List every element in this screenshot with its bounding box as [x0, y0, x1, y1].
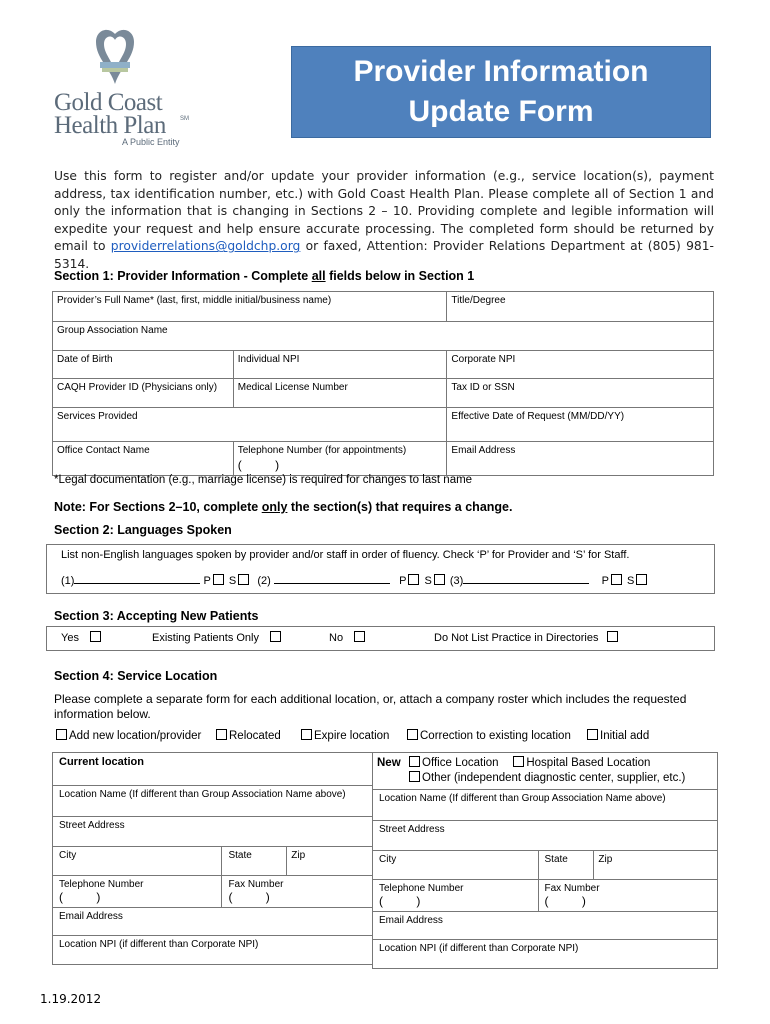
new-email[interactable]: Email Address [373, 912, 718, 940]
office-location-checkbox[interactable] [409, 756, 420, 767]
section1-heading [54, 269, 474, 283]
new-zip[interactable]: Zip [594, 851, 718, 880]
do-not-list-label: Do Not List Practice in Directories [434, 632, 599, 644]
hospital-based-checkbox[interactable] [513, 756, 524, 767]
opt-initial-add [585, 729, 649, 742]
new-telephone-label: Telephone Number [379, 883, 464, 894]
language-2-p-checkbox[interactable] [408, 574, 419, 585]
section2-heading: Section 2: Languages Spoken [54, 523, 232, 537]
section4-instruction: Please complete a separate form for each additional location, or, attach a company roster which includes the requested information below. [54, 692, 687, 721]
current-street-address[interactable]: Street Address [53, 817, 373, 847]
telephone-area-code-parens: ( ) [237, 458, 280, 472]
language-1-field[interactable] [74, 573, 200, 584]
field-services-provided[interactable]: Services Provided [53, 408, 447, 442]
new-street-address[interactable]: Street Address [373, 821, 718, 851]
field-effective-date[interactable]: Effective Date of Request (MM/DD/YY) [447, 408, 714, 442]
field-title-degree[interactable]: Title/Degree [447, 292, 714, 322]
logo-tagline: A Public Entity [122, 137, 180, 147]
current-city[interactable]: City [53, 847, 222, 876]
new-state[interactable]: State [538, 851, 594, 880]
logo-name-line1: Gold Coast [54, 89, 163, 116]
logo-name-line2: Health Plan [54, 112, 166, 139]
section4-heading: Section 4: Service Location [54, 669, 218, 683]
intro-paragraph [54, 168, 714, 274]
opt-expire-checkbox[interactable] [301, 729, 312, 740]
new-fax[interactable] [538, 880, 717, 912]
language-row [61, 573, 649, 587]
accepting-no-checkbox[interactable] [354, 631, 365, 642]
language-2-field[interactable] [274, 573, 390, 584]
accepting-yes-checkbox[interactable] [90, 631, 101, 642]
current-location-table [52, 752, 373, 965]
opt-correction [405, 729, 571, 742]
gold-coast-logo-mark [90, 24, 140, 88]
current-location-npi[interactable]: Location NPI (if different than Corporate NPI) [53, 936, 373, 965]
new-location-npi[interactable]: Location NPI (if different than Corporate NPI) [373, 940, 718, 969]
accepting-yes-label: Yes [61, 632, 79, 644]
revision-date: 1.19.2012 [40, 992, 102, 1006]
accepting-no [329, 631, 367, 644]
new-telephone-parens: ( ) [379, 894, 421, 908]
legal-documentation-note: *Legal documentation (e.g., marriage license) is required for changes to last name [54, 474, 473, 486]
opt-expire-label: Expire location [314, 730, 390, 742]
language-1-s-label: S [228, 575, 237, 587]
opt-correction-checkbox[interactable] [407, 729, 418, 740]
language-1-p-label: P [203, 575, 211, 587]
language-3-s-label: S [626, 575, 635, 587]
form-title-line1: Provider Information [353, 55, 649, 88]
field-group-association-name[interactable]: Group Association Name [53, 322, 714, 351]
office-location-label: Office Location [422, 757, 499, 769]
section1-heading-pre: Section 1: Provider Information - Complete [54, 269, 312, 283]
accepting-no-label: No [329, 632, 344, 644]
telephone-label: Telephone Number (for appointments) [237, 445, 407, 456]
section1-heading-post: fields below in Section 1 [325, 269, 475, 283]
new-city[interactable]: City [373, 851, 539, 880]
form-title [291, 46, 711, 138]
sections-note [54, 500, 512, 514]
note-post: the section(s) that requires a change. [287, 500, 513, 514]
section1-table [52, 291, 714, 476]
current-fax-parens: ( ) [228, 890, 270, 904]
note-only: only [261, 500, 288, 514]
opt-add-new [54, 729, 201, 742]
field-office-contact-name[interactable]: Office Contact Name [53, 442, 234, 476]
section2-instruction: List non-English languages spoken by provider and/or staff in order of fluency. Check ‘P’ for Provider and ‘S’ for Staff. [61, 549, 630, 561]
language-1-p-checkbox[interactable] [213, 574, 224, 585]
opt-add-new-checkbox[interactable] [56, 729, 67, 740]
other-label: Other (independent diagnostic center, supplier, etc.) [422, 772, 686, 784]
new-location-table [372, 752, 718, 969]
new-label: New [377, 757, 401, 769]
language-2-p-label: P [399, 575, 407, 587]
language-2-s-checkbox[interactable] [434, 574, 445, 585]
field-tax-id[interactable]: Tax ID or SSN [447, 379, 714, 408]
new-location-type [373, 753, 718, 790]
current-telephone-parens: ( ) [59, 890, 101, 904]
do-not-list-checkbox[interactable] [607, 631, 618, 642]
current-state[interactable]: State [222, 847, 287, 876]
opt-expire [299, 729, 389, 742]
current-telephone-label: Telephone Number [59, 879, 144, 890]
do-not-list [434, 631, 620, 644]
section3-heading: Section 3: Accepting New Patients [54, 609, 259, 623]
new-telephone[interactable] [373, 880, 539, 912]
opt-relocated-label: Relocated [229, 730, 281, 742]
opt-relocated [214, 729, 281, 742]
field-date-of-birth[interactable]: Date of Birth [53, 351, 234, 379]
opt-initial-add-label: Initial add [600, 730, 650, 742]
language-3-field[interactable] [463, 573, 589, 584]
field-individual-npi[interactable]: Individual NPI [233, 351, 447, 379]
intro-text: Use this form to register and/or update your provider information (e.g., service location(s), payment address, tax identification number, etc.) with Gold Coast Health Plan. Please complete all of Section 1 and only the information that is changing in Sections 2 – 10. Providing complete and legible information will expedite your request and help ensure accurate processing. The completed form should be returned by email to [54, 169, 714, 254]
opt-correction-label: Correction to existing location [420, 730, 571, 742]
form-title-line2: Update Form [408, 95, 594, 128]
language-2-label: (2) [257, 575, 271, 587]
current-location-heading: Current location [53, 753, 373, 786]
accepting-existing [152, 631, 283, 644]
accepting-yes [61, 631, 103, 644]
current-email[interactable]: Email Address [53, 908, 373, 936]
field-provider-full-name[interactable]: Provider’s Full Name* (last, first, middle initial/business name) [53, 292, 447, 322]
intro-text-fax: or faxed, Attention: Provider Relations Department at (805) 981-5314. [54, 239, 714, 271]
language-3-p-checkbox[interactable] [611, 574, 622, 585]
field-medical-license[interactable]: Medical License Number [233, 379, 447, 408]
language-3-label: (3) [449, 575, 464, 587]
hospital-based-label: Hospital Based Location [526, 757, 651, 769]
provider-relations-email-link[interactable]: providerrelations@goldchp.org [110, 239, 301, 254]
current-fax[interactable] [222, 876, 373, 908]
opt-add-new-label: Add new location/provider [69, 730, 202, 742]
accepting-existing-checkbox[interactable] [270, 631, 281, 642]
current-zip[interactable]: Zip [287, 847, 373, 876]
field-caqh-provider-id[interactable]: CAQH Provider ID (Physicians only) [53, 379, 234, 408]
accepting-existing-label: Existing Patients Only [152, 632, 259, 644]
language-3-p-label: P [601, 575, 609, 587]
language-1-label: (1) [61, 575, 75, 587]
new-location-name[interactable]: Location Name (If different than Group Association Name above) [373, 790, 718, 821]
other-checkbox[interactable] [409, 771, 420, 782]
language-3-s-checkbox[interactable] [636, 574, 647, 585]
language-2-s-label: S [424, 575, 432, 587]
field-telephone-appointments[interactable] [233, 442, 447, 476]
language-1-s-checkbox[interactable] [238, 574, 249, 585]
opt-relocated-checkbox[interactable] [216, 729, 227, 740]
logo-servicemark: SM [180, 116, 189, 122]
current-fax-label: Fax Number [228, 879, 284, 890]
current-telephone[interactable] [53, 876, 222, 908]
field-email-address[interactable]: Email Address [447, 442, 714, 476]
current-location-name[interactable]: Location Name (If different than Group Association Name above) [53, 786, 373, 817]
new-fax-label: Fax Number [544, 883, 600, 894]
section1-heading-all: all [311, 269, 326, 283]
opt-initial-add-checkbox[interactable] [587, 729, 598, 740]
field-corporate-npi[interactable]: Corporate NPI [447, 351, 714, 379]
note-pre: Note: For Sections 2–10, complete [54, 500, 262, 514]
new-fax-parens: ( ) [544, 894, 586, 908]
